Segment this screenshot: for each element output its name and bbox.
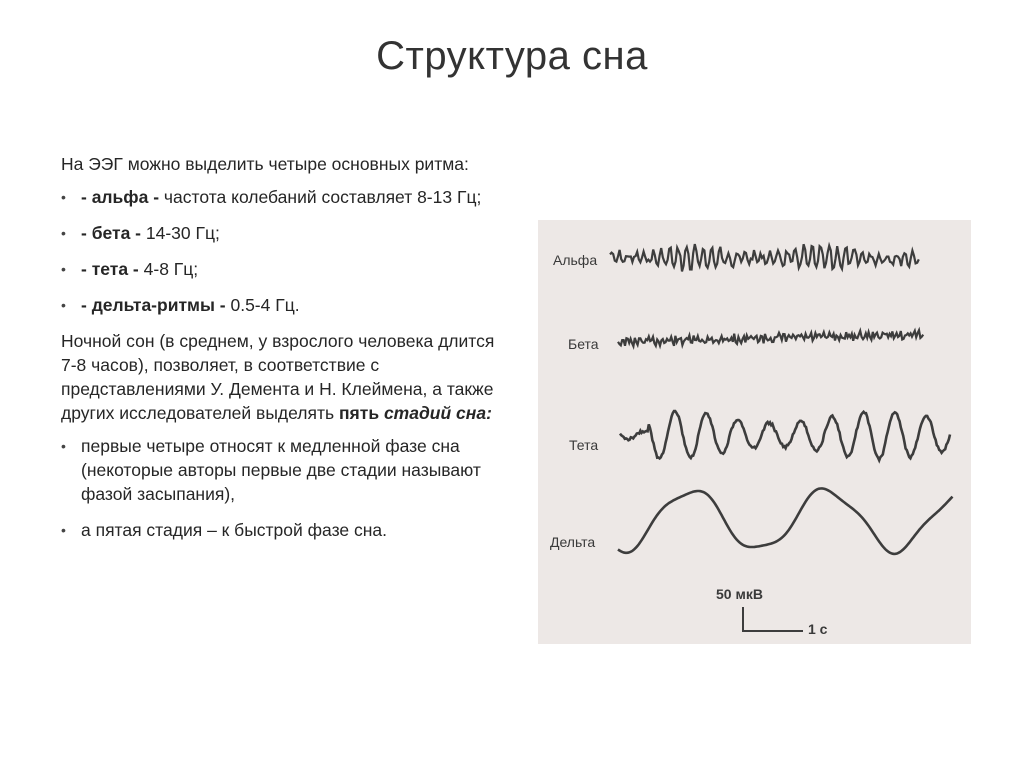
scale-time: 1 с	[808, 621, 828, 637]
sleep-paragraph	[61, 329, 501, 425]
rhythm-name: - бета -	[81, 223, 141, 243]
rhythm-item-delta	[61, 293, 501, 317]
label-delta: Дельта	[550, 534, 596, 550]
label-theta: Тета	[569, 437, 599, 453]
rhythm-desc: 14-30 Гц;	[145, 223, 220, 243]
beta-trace	[618, 330, 923, 346]
intro-text: На ЭЭГ можно выделить четыре основных ритма:	[61, 154, 469, 174]
slide-title: Структура сна	[376, 34, 648, 78]
rhythm-name: - тета -	[81, 259, 139, 279]
scale-amplitude: 50 мкВ	[716, 586, 763, 602]
label-alpha: Альфа	[553, 252, 598, 268]
rhythm-name: - альфа -	[81, 187, 160, 207]
sleep-text: Ночной сон (в среднем, у взрослого человека длится 7-8 часов), позволяет, в соответствие с представлениями У. Демента и Н. Клеймена, а также других исследователей выделять	[61, 331, 495, 423]
stage-item-slow: • первые четыре относят к медленной фазе сна (некоторые авторы первые две стадии называют фазой засыпания),	[61, 434, 501, 506]
rhythm-name: - дельта-ритмы -	[81, 295, 226, 315]
theta-trace	[620, 411, 950, 460]
rhythm-desc: 4-8 Гц;	[143, 259, 199, 279]
eeg-waveforms	[538, 220, 971, 644]
text-content	[61, 152, 501, 554]
sleep-count: пять	[338, 403, 384, 423]
sleep-colon: :	[486, 403, 492, 423]
delta-trace	[618, 488, 953, 554]
label-beta: Бета	[568, 336, 599, 352]
eeg-figure	[538, 220, 971, 644]
rhythm-item-theta	[61, 257, 501, 281]
stage-item-fast: • а пятая стадия – к быстрой фазе сна.	[61, 518, 501, 542]
rhythm-desc: частота колебаний составляет 8-13 Гц;	[163, 187, 482, 207]
sleep-stages-term: стадий сна	[383, 403, 487, 423]
rhythm-desc: 0.5-4 Гц.	[230, 295, 300, 315]
rhythm-item-alpha	[61, 185, 501, 209]
rhythm-item-beta	[61, 221, 501, 245]
alpha-trace	[610, 244, 919, 271]
scale-bar	[743, 607, 803, 631]
